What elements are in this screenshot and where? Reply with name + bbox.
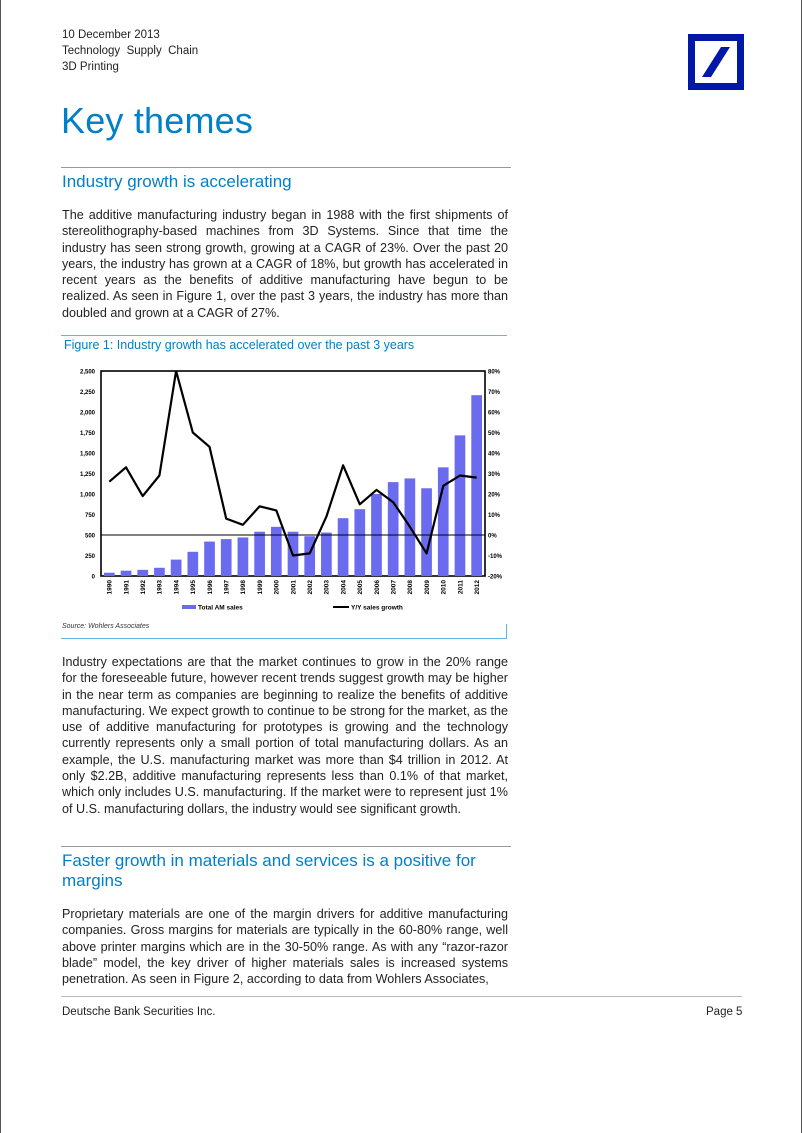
right-axis-tick-label: 30%	[488, 472, 501, 478]
x-axis-year-label: 1999	[256, 580, 264, 595]
section-heading: Faster growth in materials and services is a positive for margins	[62, 851, 476, 890]
x-axis-year-label: 1996	[206, 580, 214, 595]
bar-total-am-sales	[154, 568, 165, 576]
x-axis-year-label: 1995	[190, 580, 198, 595]
left-axis-tick-label: 750	[84, 513, 95, 519]
right-axis-tick-label: 0%	[488, 533, 497, 540]
bar-total-am-sales	[104, 573, 115, 576]
left-axis-tick-label: 1,250	[79, 472, 95, 478]
right-axis-tick-label: 40%	[488, 451, 501, 458]
x-axis-year-label: 1991	[123, 580, 131, 595]
header-topic: 3D Printing	[62, 61, 119, 73]
right-axis-tick-label: -20%	[488, 574, 503, 581]
x-axis-year-label: 2005	[357, 580, 365, 595]
right-axis-tick-label: 20%	[488, 492, 501, 499]
figure-source: Source: Wohlers Associates	[62, 623, 150, 630]
page-border-left	[0, 0, 1, 1133]
bar-total-am-sales	[254, 532, 265, 576]
legend-label-line: Y/Y sales growth	[351, 604, 403, 612]
x-axis-year-label: 1998	[240, 580, 248, 595]
section-heading: Industry growth is accelerating	[62, 172, 292, 191]
footer-rule	[61, 996, 742, 997]
right-axis-tick-label: 60%	[488, 410, 501, 417]
x-axis-year-label: 2003	[323, 580, 331, 595]
bar-total-am-sales	[187, 552, 198, 576]
x-axis-year-label: 1993	[156, 580, 164, 595]
right-axis-tick-label: -10%	[488, 554, 503, 560]
bar-total-am-sales	[455, 435, 466, 576]
header-date: 10 December 2013	[62, 29, 160, 41]
bar-total-am-sales	[388, 482, 399, 576]
section-divider	[61, 846, 511, 847]
x-axis-year-label: 2010	[440, 580, 448, 595]
body-paragraph: The additive manufacturing industry began in 1988 with the first shipments of stereolithography-based machines from 3D Systems. Since that time the industry has seen strong growth, growing at a CAGR of 23%. Over the past 20 years, the industry has grown at a CAGR of 18%, but growth has accelerated in recent years as the benefits of additive manufacturing have begun to be realized. As seen in Figure 1, over the past 3 years, the industry has more than doubled and grown at a CAGR of 27%.	[62, 208, 508, 320]
right-axis-tick-label: 50%	[488, 431, 501, 437]
footer-page-number: Page 5	[706, 1006, 743, 1018]
header-category: Technology Supply Chain	[62, 45, 199, 57]
x-axis-year-label: 2012	[473, 580, 481, 595]
figure-bottom-rule	[61, 638, 507, 639]
x-axis-year-label: 2008	[407, 580, 415, 595]
x-axis-year-label: 2004	[340, 580, 348, 595]
section-divider	[61, 167, 511, 168]
document-header	[62, 27, 198, 75]
x-axis-year-label: 2006	[373, 580, 381, 595]
x-axis-year-label: 2009	[423, 580, 431, 595]
x-axis-year-label: 2002	[306, 580, 314, 595]
page-title: Key themes	[61, 100, 254, 141]
bar-total-am-sales	[471, 395, 482, 576]
right-axis-tick-label: 10%	[488, 513, 501, 519]
bar-total-am-sales	[121, 571, 132, 576]
bar-total-am-sales	[204, 542, 215, 576]
industry-growth-chart	[61, 360, 507, 620]
deutsche-bank-logo	[688, 34, 744, 90]
left-axis-tick-label: 2,250	[79, 390, 95, 396]
figure-corner-mark	[506, 624, 507, 639]
x-axis-year-label: 1997	[223, 580, 231, 595]
right-axis-tick-label: 80%	[488, 369, 501, 376]
x-axis-year-label: 2007	[390, 580, 398, 595]
x-axis-year-label: 2001	[290, 580, 298, 595]
left-axis-tick-label: 2,500	[79, 369, 95, 376]
legend-swatch-bars	[182, 605, 196, 609]
figure-top-rule	[61, 335, 507, 336]
bar-total-am-sales	[304, 536, 315, 576]
bar-total-am-sales	[338, 518, 349, 576]
bar-total-am-sales	[238, 537, 249, 576]
right-axis-tick-label: 70%	[488, 390, 501, 396]
bar-total-am-sales	[354, 509, 365, 576]
figure-caption: Figure 1: Industry growth has accelerated over the past 3 years	[64, 338, 415, 352]
x-axis-year-label: 2000	[273, 580, 281, 595]
left-axis-tick-label: 2,000	[79, 410, 95, 417]
body-paragraph: Proprietary materials are one of the margin drivers for additive manufacturing companies. Gross margins for materials are typically in the 60-80% range, well above printer margins which are in the 30-50% range. As with any “razor-razor blade” model, the key driver of higher materials sales is increased systems penetration. As seen in Figure 2, according to data from Wohlers Associates,	[62, 907, 508, 987]
left-axis-tick-label: 1,000	[79, 492, 95, 499]
x-axis-year-label: 1994	[173, 580, 181, 595]
left-axis-tick-label: 500	[84, 533, 95, 540]
footer-company: Deutsche Bank Securities Inc.	[62, 1006, 216, 1018]
x-axis-year-label: 1992	[140, 580, 148, 595]
body-paragraph: Industry expectations are that the market continues to grow in the 20% range for the foreseeable future, however recent trends suggest growth may be higher in the near term as companies are beginning to realize the benefits of additive manufacturing. We expect growth to continue to be strong for the market, as the use of additive manufacturing for prototypes is growing and the technology currently represents only a small portion of total manufacturing dollars. As an example, the U.S. manufacturing market was more than $4 trillion in 2012. At only $2.2B, additive manufacturing represents less than 0.1% of that market, which only includes U.S. manufacturing. If the market were to represent just 1% of U.S. manufacturing dollars, the industry would see significant growth.	[62, 655, 508, 816]
left-axis-tick-label: 1,500	[79, 451, 95, 458]
x-axis-year-label: 1990	[106, 580, 114, 595]
bar-total-am-sales	[221, 539, 232, 576]
left-axis-tick-label: 0	[91, 574, 95, 581]
left-axis-tick-label: 1,750	[79, 431, 95, 437]
bar-total-am-sales	[137, 570, 148, 576]
bar-total-am-sales	[421, 488, 432, 576]
legend-label-bars: Total AM sales	[198, 604, 243, 612]
bar-total-am-sales	[321, 533, 332, 576]
left-axis-tick-label: 250	[84, 554, 95, 560]
bar-total-am-sales	[271, 527, 282, 576]
x-axis-year-label: 2011	[457, 580, 465, 595]
bar-total-am-sales	[171, 560, 182, 576]
